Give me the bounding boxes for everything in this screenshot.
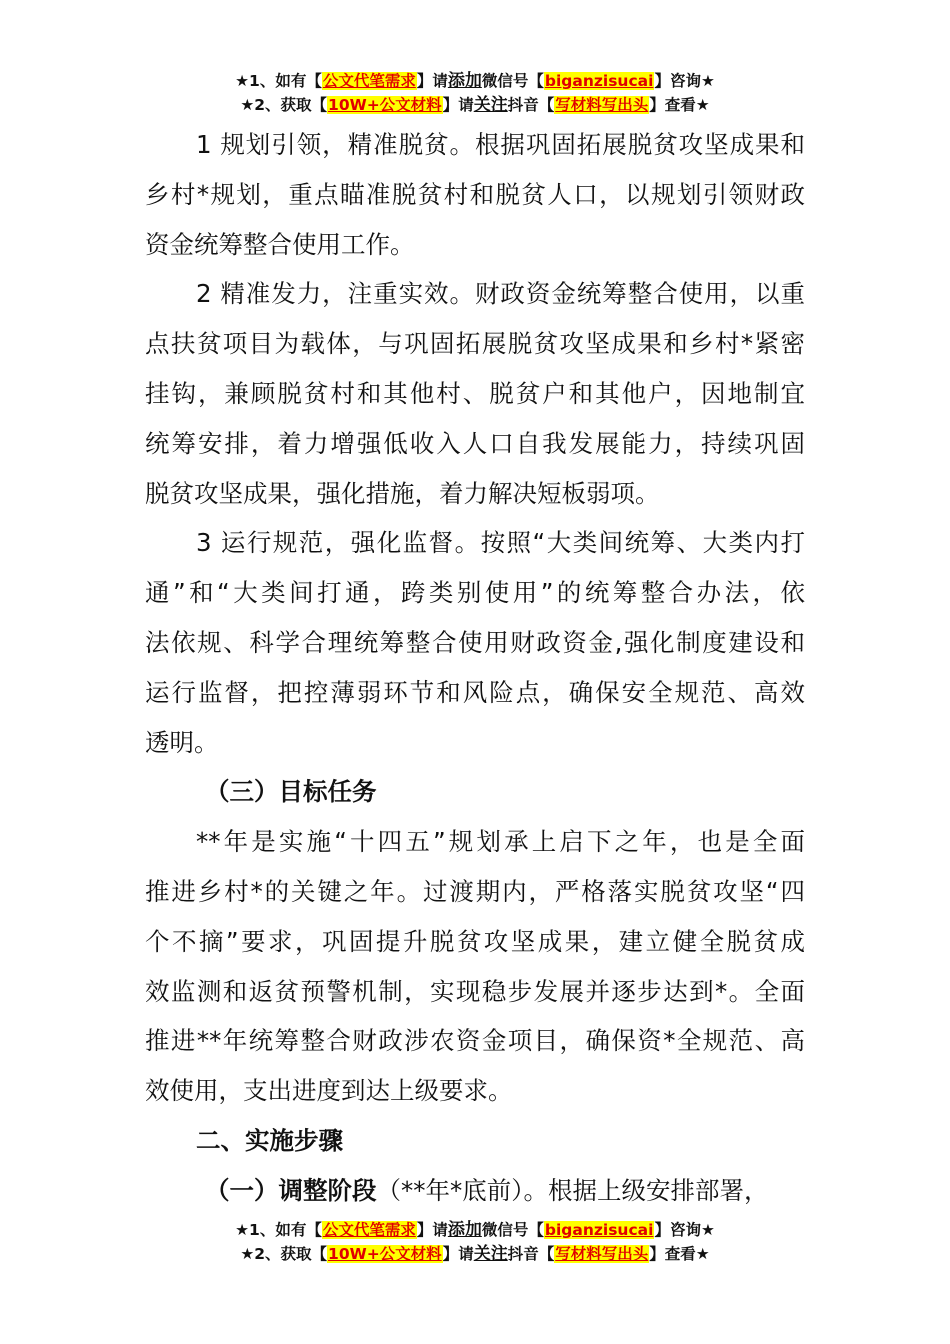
paragraph-line: **年是实施“十四五”规划承上启下之年，也是全面 [196,827,805,857]
paragraph-line: 运行监督，把控薄弱环节和风险点，确保安全规范、高效 [145,677,805,707]
paragraph-line: 通”和“大类间打通，跨类别使用”的统筹整合办法，依 [145,578,805,608]
promo-text: ★1、如有【 [235,1221,322,1239]
paragraph-line: 挂钩，兼顾脱贫村和其他村、脱贫户和其他户，因地制宜 [145,378,805,408]
promo-text: ★2、获取【 [240,1245,328,1263]
paragraph-line: 统筹安排，着力增强低收入人口自我发展能力，持续巩固 [145,428,805,458]
promo-text: 微信号【 [481,1221,544,1239]
paragraph-line: 透明。 [145,727,219,757]
promo-underline: 关注 [473,95,508,115]
promo-highlight: 写材料写出头 [555,96,649,114]
paragraph-line: 法依规、科学合理统筹整合使用财政资金,强化制度建设和 [145,627,805,657]
promo-text: 抖音【 [507,96,555,114]
promo-text: 】查看★ [649,96,710,114]
promo-highlight: biganzisucai [544,72,654,90]
paragraph [145,269,805,518]
paragraph-line: 推进乡村*的关键之年。过渡期内，严格落实脱贫攻坚“四 [145,876,805,906]
promo-banner-bottom [0,1218,950,1266]
promo-text: 】查看★ [649,1245,710,1263]
promo-text: 】请 [416,1221,448,1239]
promo-text: 】咨询★ [654,1221,715,1239]
promo-highlight: 公文代笔需求 [322,72,416,90]
promo-line-1 [0,69,950,93]
paragraph-line: 个不摘”要求，巩固提升脱贫攻坚成果，建立健全脱贫成 [145,926,805,956]
paragraph-line [145,1166,805,1216]
section-heading [145,1166,805,1216]
promo-text: 】请 [442,96,474,114]
promo-text: ★1、如有【 [235,72,322,90]
paragraph-text: （**年*底前）。根据上级安排部署， [376,1175,769,1205]
paragraph-line: 乡村*规划，重点瞄准脱贫村和脱贫人口，以规划引领财政 [145,179,805,209]
paragraph [145,817,805,1116]
paragraph-line: 效监测和返贫预警机制，实现稳步发展并逐步达到*。全面 [145,976,805,1006]
promo-text: 微信号【 [481,72,544,90]
paragraph-line: 效使用，支出进度到达上级要求。 [145,1076,513,1106]
promo-text: 】咨询★ [654,72,715,90]
promo-underline: 关注 [473,1244,508,1264]
paragraph-line: 点扶贫项目为载体，与巩固拓展脱贫攻坚成果和乡村*紧密 [145,329,805,359]
promo-line-1 [0,1218,950,1242]
promo-highlight: 10W+公文材料 [328,1245,442,1263]
promo-highlight: 公文代笔需求 [322,1221,416,1239]
promo-underline: 添加 [447,1220,482,1240]
heading-text: （三）目标任务 [205,777,377,807]
paragraph-line: 推进**年统筹整合财政涉农资金项目，确保资*全规范、高 [145,1026,805,1056]
paragraph-line: 1 规划引领，精准脱贫。根据巩固拓展脱贫攻坚成果和 [196,130,805,159]
promo-underline: 添加 [447,71,482,91]
promo-line-2 [0,93,950,117]
section-heading [145,1116,805,1166]
promo-highlight: 写材料写出头 [555,1245,649,1263]
paragraph-line: 脱贫攻坚成果，强化措施，着力解决短板弱项。 [145,478,660,508]
subsection-heading: （一）调整阶段 [205,1175,377,1205]
paragraph-line: 2 精准发力，注重实效。财政资金统筹整合使用，以重 [196,279,805,309]
promo-text: 抖音【 [507,1245,555,1263]
promo-highlight: 10W+公文材料 [328,96,442,114]
heading-text: 二、实施步骤 [196,1125,343,1155]
promo-text: 】请 [442,1245,474,1263]
promo-highlight: biganzisucai [544,1221,654,1239]
paragraph-line: 3 运行规范，强化监督。按照“大类间统筹、大类内打 [196,528,805,558]
document-body [145,120,805,1216]
paragraph [145,518,805,767]
promo-banner-top [0,69,950,117]
section-heading [145,767,805,817]
paragraph [145,120,805,269]
promo-text: 】请 [416,72,448,90]
paragraph-line: 资金统筹整合使用工作。 [145,229,415,259]
promo-text: ★2、获取【 [240,96,328,114]
promo-line-2 [0,1242,950,1266]
